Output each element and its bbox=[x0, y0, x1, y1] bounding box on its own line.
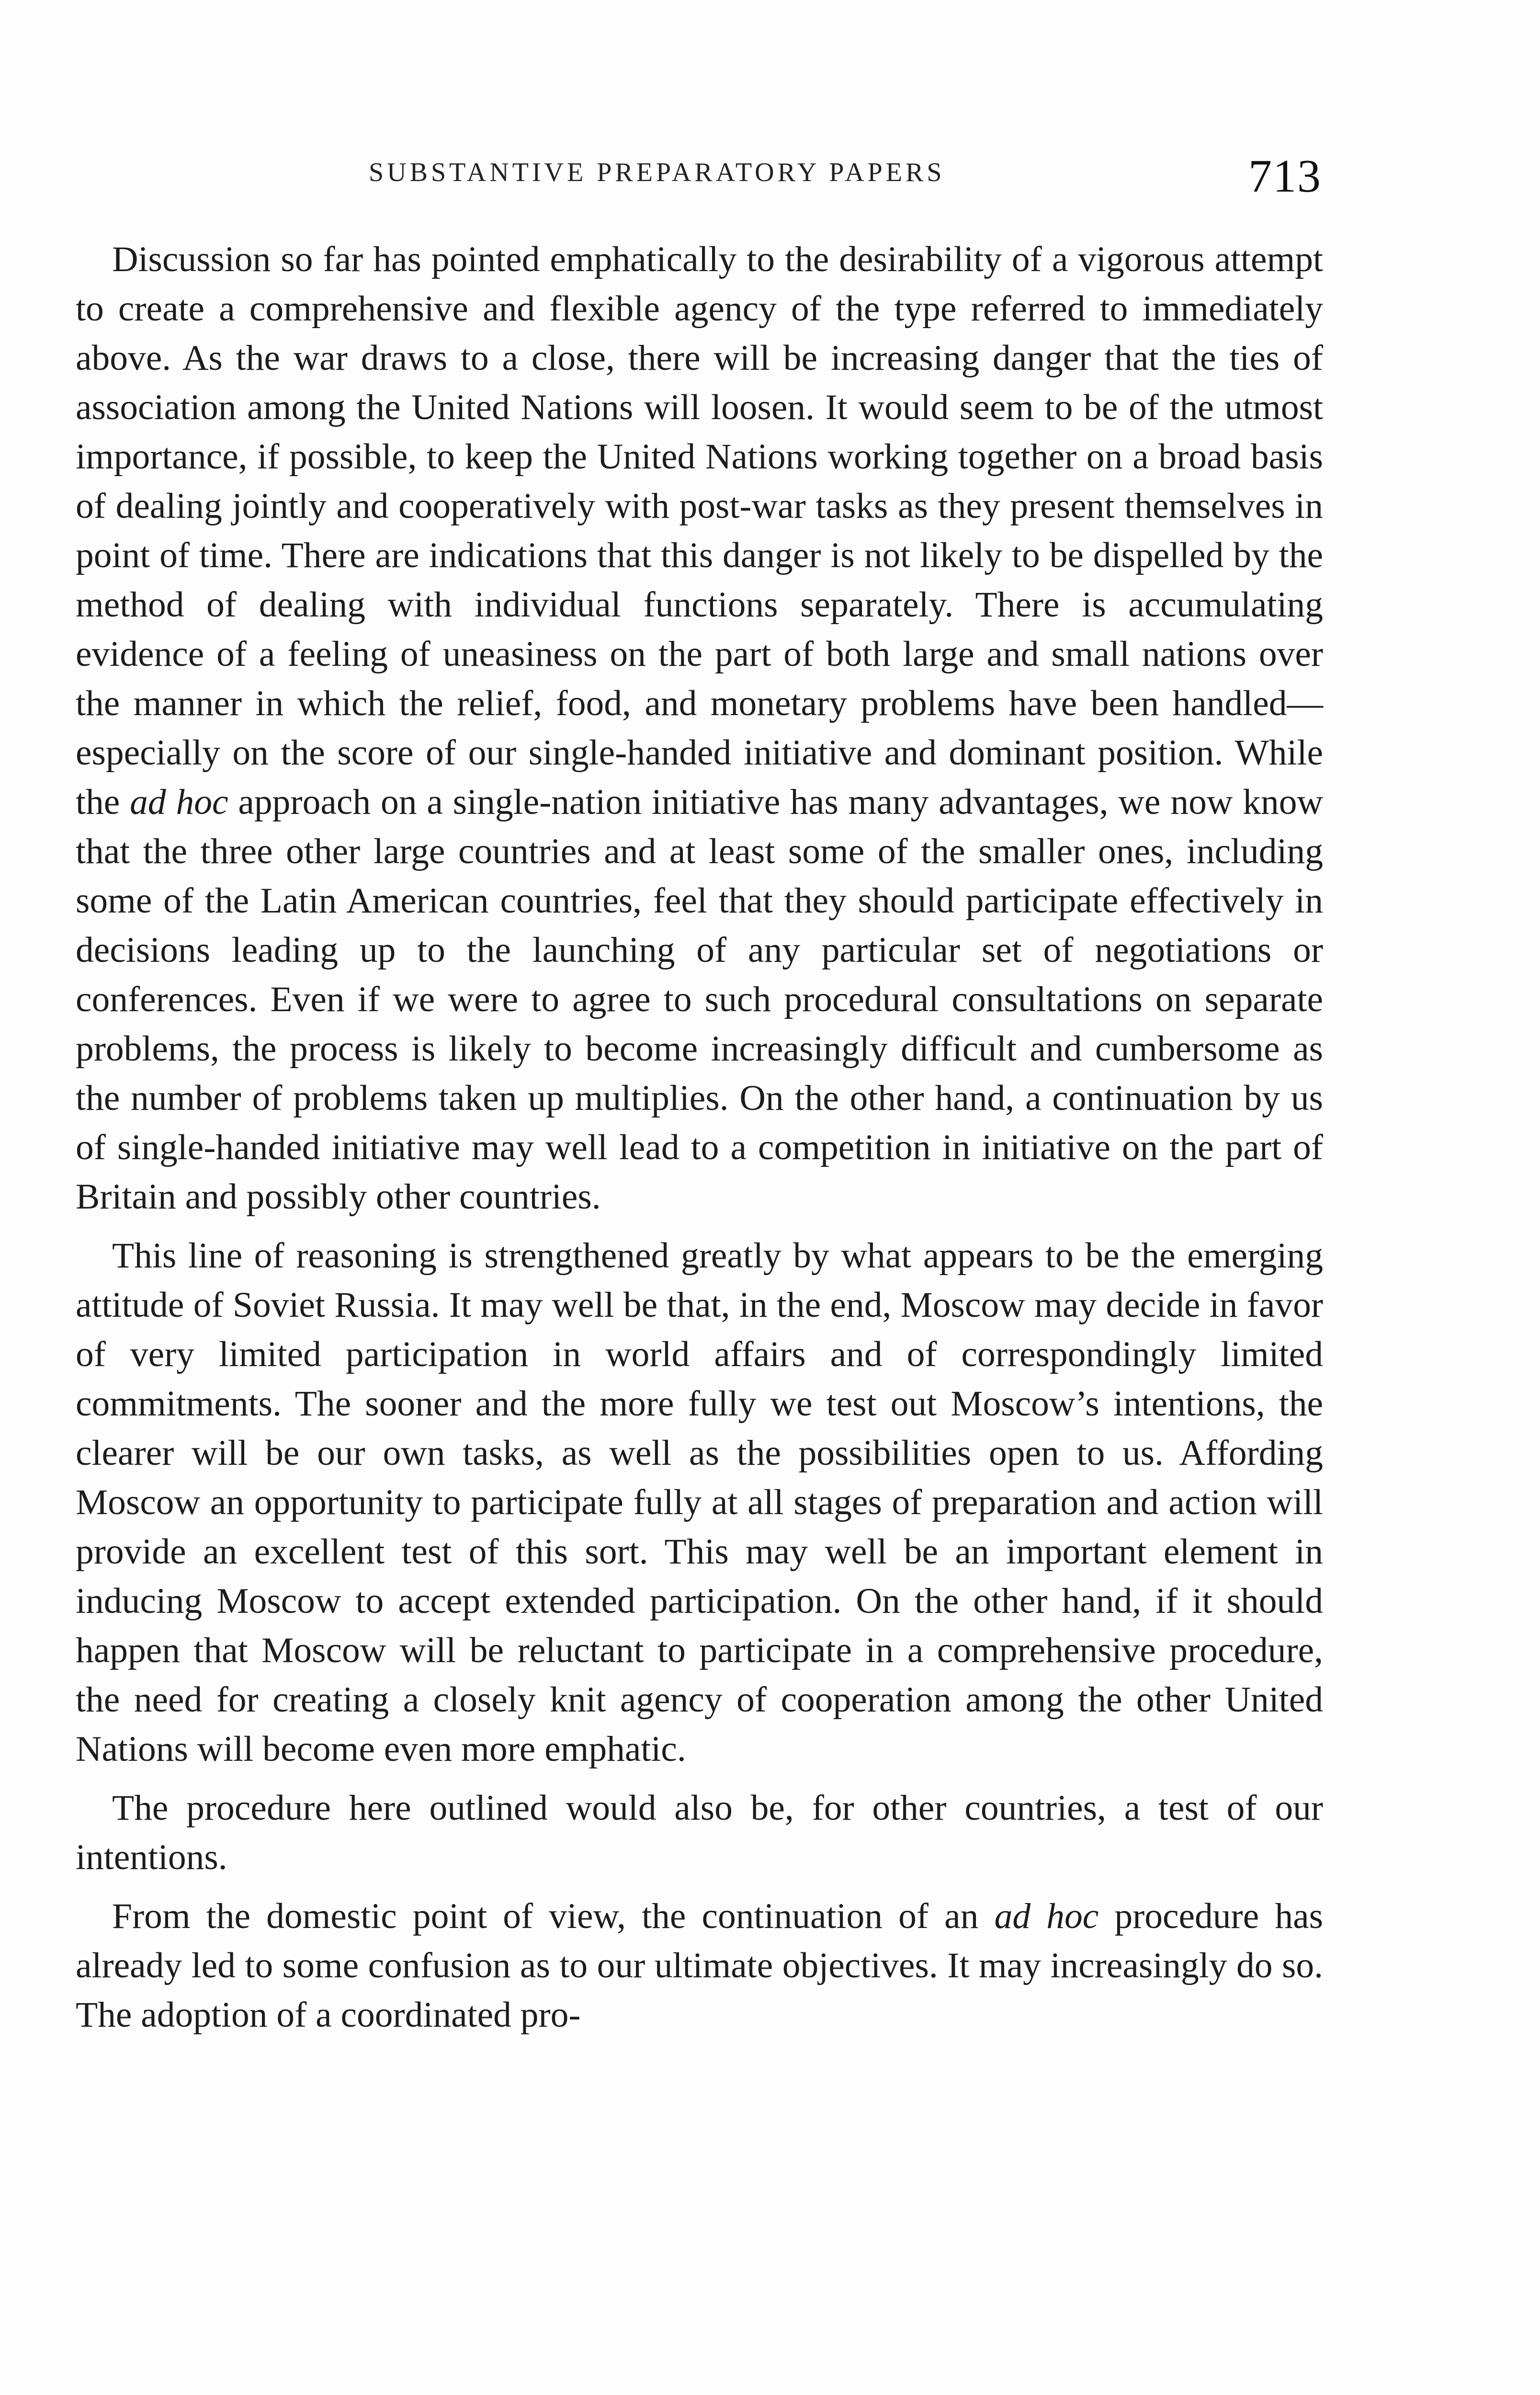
body-text bbox=[76, 235, 1323, 2040]
paragraph-1-text-cont: approach on a single-nation initiative has many advantages, we now know that the three other large countries and at least some of the smaller ones, including some of the Latin American countries, feel that they should participate effectively in decisions leading up to the launching of any particular set of negotiations or conferences. Even if we were to agree to such procedural consultations on separate problems, the process is likely to become increasingly difficult and cumbersome as the number of problems taken up multiplies. On the other hand, a continuation by us of single-handed initiative may well lead to a competition in initiative on the part of Britain and possibly other countries. bbox=[76, 782, 1323, 1217]
paragraph-1 bbox=[76, 235, 1323, 1221]
page-number: 713 bbox=[1248, 150, 1322, 202]
latin-phrase-ad-hoc: ad hoc bbox=[130, 782, 228, 822]
paragraph-4 bbox=[76, 1892, 1323, 2040]
paragraph-1-text: Discussion so far has pointed emphatically to the desirability of a vigorous attempt to create a comprehensive and flexible agency of the type referred to immediately above. As the war draws to a close, there will be increasing danger that the ties of association among the United Nations will loosen. It would seem to be of the utmost importance, if possible, to keep the United Nations working together on a broad basis of dealing jointly and cooperatively with post-war tasks as they present themselves in point of time. There are indications that this danger is not likely to be dispelled by the method of dealing with individual functions separately. There is accumulating evidence of a feeling of uneasiness on the part of both large and small nations over the manner in which the relief, food, and monetary problems have been handled—especially on the score of our single-handed initiative and dominant position. While the bbox=[76, 240, 1323, 822]
paragraph-2: This line of reasoning is strengthened greatly by what appears to be the emerging attitude of Soviet Russia. It may well be that, in the end, Moscow may decide in favor of very limited participation in world affairs and of correspondingly limited commitments. The sooner and the more fully we test out Moscow’s intentions, the clearer will be our own tasks, as well as the possibilities open to us. Affording Moscow an opportunity to participate fully at all stages of preparation and action will provide an excellent test of this sort. This may well be an important element in inducing Moscow to accept extended participation. On the other hand, if it should happen that Moscow will be reluctant to participate in a comprehensive procedure, the need for creating a closely knit agency of cooperation among the other United Nations will become even more emphatic. bbox=[76, 1236, 1323, 1769]
running-head: SUBSTANTIVE PREPARATORY PAPERS bbox=[369, 158, 945, 187]
paragraph-4-text: From the domestic point of view, the continuation of an bbox=[112, 1896, 995, 1936]
latin-phrase-ad-hoc: ad hoc bbox=[994, 1896, 1099, 1936]
paragraph-3: The procedure here outlined would also be, for other countries, a test of our intentions. bbox=[76, 1788, 1323, 1877]
page-header bbox=[77, 152, 1322, 210]
paragraph-4-text-cont: procedure has already led to some confusion as to our ultimate objectives. It may increasingly do so. The adoption of a coordinated pro- bbox=[76, 1896, 1323, 2035]
